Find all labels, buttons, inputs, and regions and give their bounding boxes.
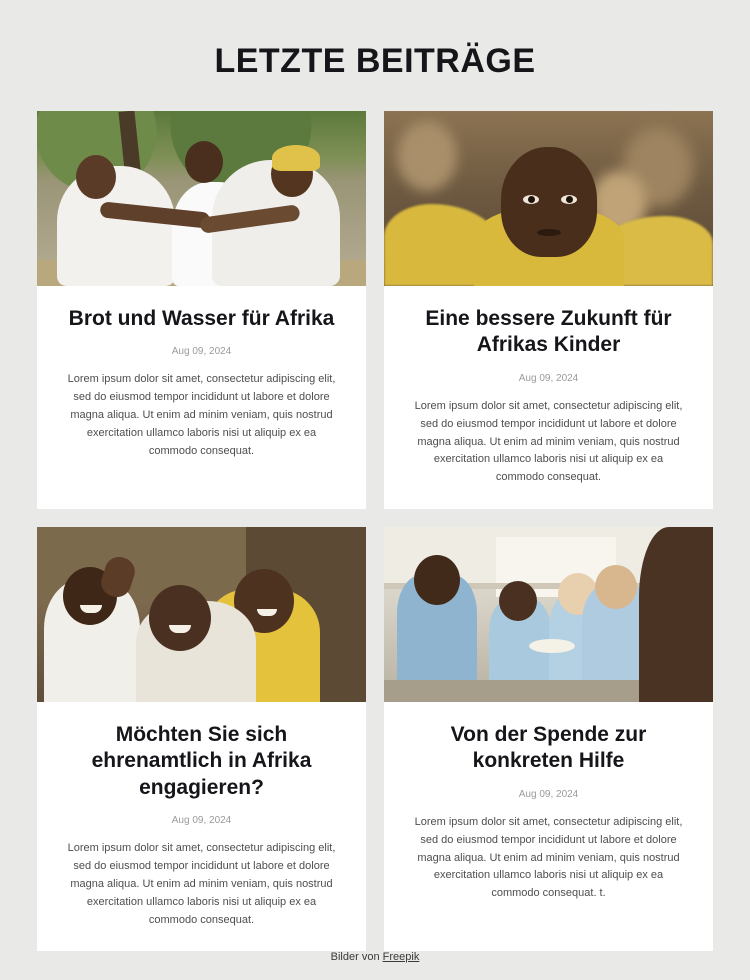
post-card[interactable] (37, 527, 366, 951)
post-excerpt: Lorem ipsum dolor sit amet, consectetur adipiscing elit, sed do eiusmod tempor incididunt ut labore et dolore magna aliqua. Ut enim ad minim veniam, quis nostrud exercitation ullamco laboris nisi ut aliquip ex ea commodo consequat. t. (414, 815, 683, 900)
post-date: Aug 09, 2024 (518, 372, 579, 384)
post-title: Brot und Wasser für Afrika (68, 307, 335, 330)
freepik-link[interactable]: Freepik (382, 951, 420, 964)
image-credit-prefix: Bilder von (330, 951, 383, 964)
post-date: Aug 09, 2024 (171, 815, 232, 827)
post-excerpt: Lorem ipsum dolor sit amet, consectetur adipiscing elit, sed do eiusmod tempor incididunt ut labore et dolore magna aliqua. Ut enim ad minim veniam, quis nostrud exercitation ullamco laboris nisi ut aliquip ex ea commodo consequat. (414, 399, 683, 484)
post-card[interactable] (384, 527, 713, 951)
post-card[interactable] (37, 111, 366, 509)
post-title: Möchten Sie sich ehrenamtlich in Afrika engagieren? (91, 722, 312, 799)
page-title: LETZTE BEITRÄGE (214, 42, 536, 80)
post-date: Aug 09, 2024 (171, 346, 232, 358)
post-title: Von der Spende zur konkreten Hilfe (450, 722, 647, 773)
image-credit (0, 951, 750, 980)
post-title: Eine bessere Zukunft für Afrikas Kinder (425, 307, 672, 357)
post-image-child-portrait-bananas (384, 111, 713, 286)
posts-grid (0, 111, 750, 951)
post-image-group-hug-outdoors (37, 111, 366, 286)
post-image-volunteers-serving-food (384, 527, 713, 702)
post-excerpt: Lorem ipsum dolor sit amet, consectetur adipiscing elit, sed do eiusmod tempor incididunt ut labore et dolore magna aliqua. Ut enim ad minim veniam, quis nostrud exercitation ullamco laboris nisi ut aliquip ex ea commodo consequat. (67, 842, 336, 926)
post-date: Aug 09, 2024 (518, 788, 579, 800)
post-card[interactable] (384, 111, 713, 509)
post-excerpt: Lorem ipsum dolor sit amet, consectetur adipiscing elit, sed do eiusmod tempor incididunt ut labore et dolore magna aliqua. Ut enim ad minim veniam, quis nostrud exercitation ullamco laboris nisi ut aliquip ex ea commodo consequat. (67, 373, 336, 457)
post-image-smiling-children (37, 527, 366, 702)
